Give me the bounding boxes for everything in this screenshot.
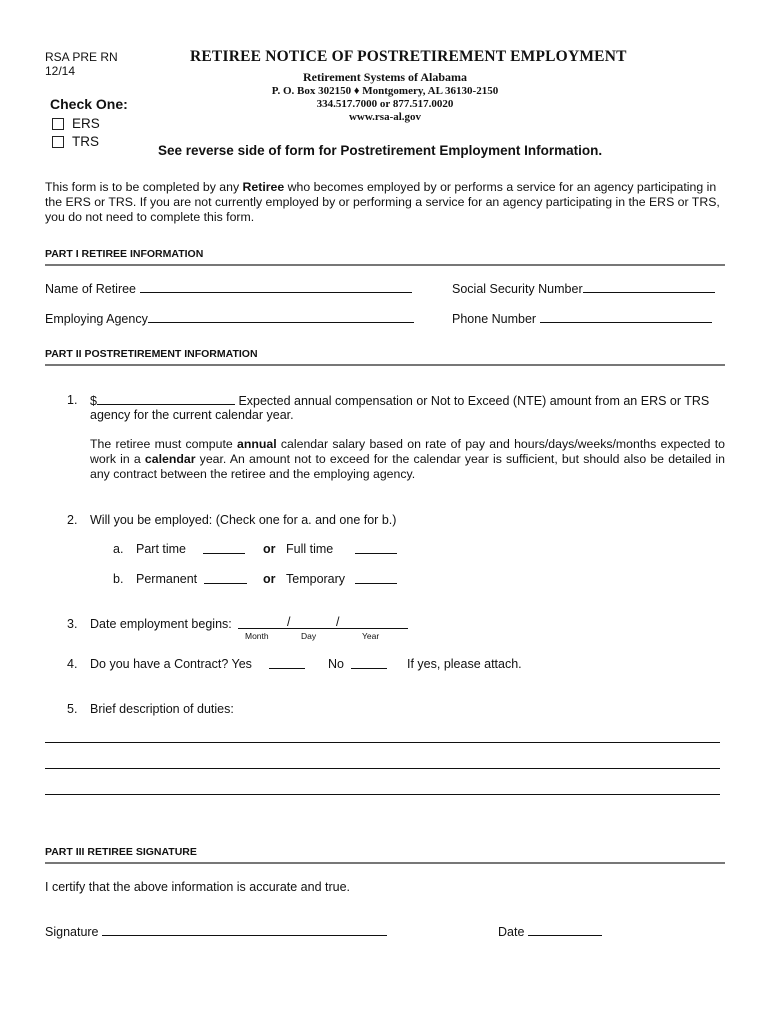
date-separator-2: / <box>336 615 340 629</box>
q5-number: 5. <box>67 702 78 716</box>
part-time-label: Part time <box>136 542 187 556</box>
ers-label: ERS <box>72 116 100 131</box>
q2b-letter: b. <box>113 572 124 586</box>
trs-checkbox[interactable] <box>52 136 64 148</box>
q2b-or: or <box>263 572 276 586</box>
date-field[interactable] <box>498 924 602 939</box>
check-one-label: Check One: <box>50 96 128 112</box>
contract-yes-input[interactable] <box>269 657 305 669</box>
signature-label: Signature <box>45 925 99 939</box>
currency-sign: $ <box>90 394 97 408</box>
ers-checkbox-row[interactable] <box>52 116 100 131</box>
ers-checkbox[interactable] <box>52 118 64 130</box>
part3-heading: PART III RETIREE SIGNATURE <box>45 846 197 858</box>
q1-note: The retiree must compute annual calendar salary based on rate of pay and hours/days/weeks/months expected to work in a calendar year. An amount not to exceed for the calendar year is sufficient, but should also be detailed in any contract between the retiree and the employing agency. <box>90 437 726 481</box>
ssn-label: Social Security Number <box>452 282 583 296</box>
part1-divider <box>45 264 725 266</box>
date-label: Date <box>498 925 525 939</box>
q1-number: 1. <box>67 393 78 407</box>
phone-field[interactable] <box>452 311 712 326</box>
part2-divider <box>45 364 725 366</box>
org-name: Retirement Systems of Alabama <box>302 70 468 84</box>
day-caption: Day <box>301 631 317 641</box>
duties-line-3[interactable] <box>45 794 720 795</box>
trs-checkbox-row[interactable] <box>52 134 99 149</box>
full-time-label: Full time <box>286 542 334 556</box>
part3-divider <box>45 862 725 864</box>
permanent-input[interactable] <box>204 572 247 584</box>
q4-text: Do you have a Contract? Yes <box>90 657 252 671</box>
form-title: RETIREE NOTICE OF POSTRETIREMENT EMPLOYMENT <box>190 48 627 65</box>
part1-heading: PART I RETIREE INFORMATION <box>45 248 204 260</box>
employing-agency-field[interactable] <box>45 311 414 326</box>
trs-label: TRS <box>72 134 99 149</box>
signature-field[interactable] <box>45 924 387 939</box>
contract-no-label: No <box>328 657 344 671</box>
org-phones: 334.517.7000 or 877.517.0020 <box>316 98 454 110</box>
q1-text: Expected annual compensation or Not to Exceed (NTE) amount from an ERS or TRS <box>238 394 710 408</box>
temporary-input[interactable] <box>355 572 397 584</box>
employing-agency-label: Employing Agency <box>45 312 148 326</box>
q1-line <box>90 393 709 408</box>
permanent-label: Permanent <box>136 572 198 586</box>
year-caption: Year <box>362 631 380 641</box>
q4-number: 4. <box>67 657 78 671</box>
form-code: RSA PRE RN <box>45 50 118 64</box>
ssn-input[interactable] <box>583 281 715 293</box>
duties-line-1[interactable] <box>45 742 720 743</box>
date-input[interactable] <box>528 924 602 936</box>
signature-input[interactable] <box>102 924 387 936</box>
form-code-block <box>45 50 118 78</box>
attach-note: If yes, please attach. <box>407 657 522 671</box>
q1-text-2: agency for the current calendar year. <box>90 408 294 422</box>
q2a-letter: a. <box>113 542 124 556</box>
start-date-input[interactable] <box>238 617 408 629</box>
q2-number: 2. <box>67 513 78 527</box>
q2-text: Will you be employed: (Check one for a. and one for b.) <box>90 513 397 527</box>
org-website[interactable]: www.rsa-al.gov <box>348 111 422 123</box>
duties-line-2[interactable] <box>45 768 720 769</box>
q5-text: Brief description of duties: <box>90 702 234 716</box>
q3-text: Date employment begins: <box>90 617 232 631</box>
full-time-input[interactable] <box>355 542 397 554</box>
employing-agency-input[interactable] <box>148 311 414 323</box>
compensation-input[interactable] <box>97 393 235 405</box>
part-time-input[interactable] <box>203 542 245 554</box>
retiree-name-field[interactable] <box>45 281 412 296</box>
intro-paragraph: This form is to be completed by any Retiree who becomes employed by or performs a service for an agency participating in the ERS or TRS. If you are not currently employed by or performing a service for an agency participating in the ERS or TRS, you do not need to complete this form. <box>45 180 720 224</box>
temporary-label: Temporary <box>286 572 346 586</box>
date-separator-1: / <box>287 615 291 629</box>
phone-input[interactable] <box>540 311 712 323</box>
q2a-or: or <box>263 542 276 556</box>
form-date: 12/14 <box>45 64 76 78</box>
retiree-name-input[interactable] <box>140 281 412 293</box>
q3-number: 3. <box>67 617 78 631</box>
phone-label: Phone Number <box>452 312 537 326</box>
certify-statement: I certify that the above information is accurate and true. <box>45 880 351 894</box>
reverse-side-note: See reverse side of form for Postretirement Employment Information. <box>158 143 603 158</box>
contract-no-input[interactable] <box>351 657 387 669</box>
retiree-name-label: Name of Retiree <box>45 282 137 296</box>
org-address: P. O. Box 302150 ♦ Montgomery, AL 36130-2150 <box>271 85 499 97</box>
part2-heading: PART II POSTRETIREMENT INFORMATION <box>45 348 258 360</box>
ssn-field[interactable] <box>452 281 715 296</box>
month-caption: Month <box>245 631 269 641</box>
